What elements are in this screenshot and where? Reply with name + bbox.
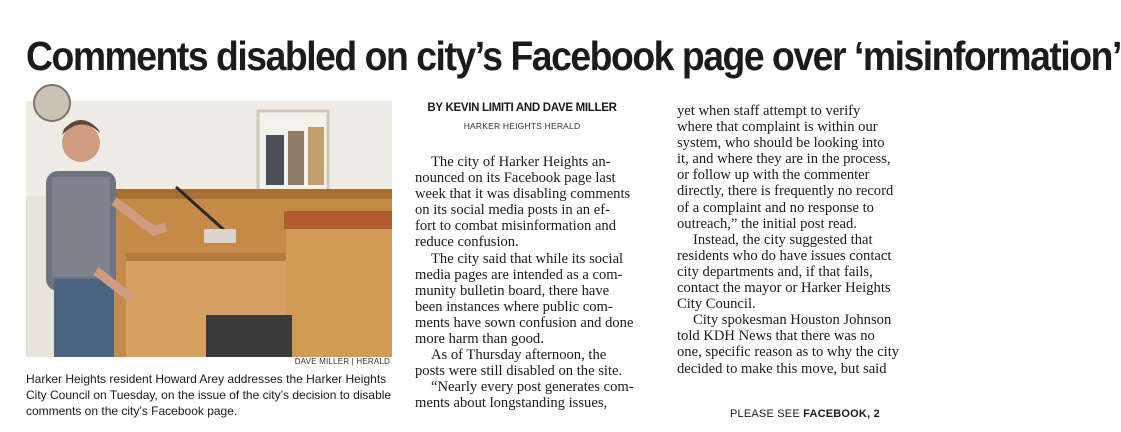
text-line: on its social media posts in an ef-	[415, 202, 610, 219]
text-line: one, specific reason as to why the city	[677, 344, 900, 361]
text-line: media pages are intended as a com-	[415, 266, 623, 283]
jump-prefix: PLEASE SEE	[730, 408, 804, 420]
jump-target: FACEBOOK, 2	[803, 408, 880, 420]
byline-affiliation: HARKER HEIGHTS HERALD	[463, 121, 581, 131]
text-line: ments about longstanding issues,	[415, 395, 608, 412]
text-line: “Nearly every post generates com-	[431, 379, 634, 396]
text-line: munity bulletin board, there have	[415, 282, 610, 299]
continued-on-link[interactable]	[730, 408, 880, 420]
text-line: fort to combat misinformation and	[415, 218, 617, 235]
text-line: or follow up with the commenter	[677, 167, 870, 184]
text-line: told KDH News that there was no	[677, 328, 875, 345]
text-line: As of Thursday afternoon, the	[431, 347, 607, 364]
byline: BY KEVIN LIMITI AND DAVE MILLER	[427, 102, 617, 114]
text-line: of a complaint and no response to	[677, 199, 874, 216]
text-line: week that it was disabling comments	[415, 186, 631, 203]
text-line: more harm than good.	[415, 331, 544, 348]
text-line: system, who should be looking into	[677, 135, 885, 152]
text-line: city departments and, if that fails,	[677, 263, 873, 280]
article-column-1	[415, 154, 645, 412]
text-line: contact the mayor or Harker Heights	[677, 280, 891, 297]
text-line: where that complaint is within our	[677, 119, 878, 136]
text-line: nounced on its Facebook page last	[415, 170, 616, 187]
text-line: directly, there is frequently no record	[677, 183, 894, 200]
photo-credit: DAVE MILLER | HERALD	[294, 357, 390, 366]
text-line: The city said that while its social	[431, 250, 624, 267]
text-line: decided to make this move, but said	[677, 360, 887, 377]
text-line: City spokesman Houston Johnson	[693, 312, 892, 329]
photo-caption: Harker Heights resident Howard Arey addresses the Harker Heights City Council on Tuesday, on the issue of the city’s decision to disable comments on the city’s Facebook page.	[26, 372, 392, 418]
article-photo	[26, 101, 392, 357]
text-line: it, and where they are in the process,	[677, 151, 891, 168]
text-line: posts were still disabled on the site.	[415, 363, 623, 380]
article-column-2	[677, 103, 927, 377]
text-line: outreach,” the initial post read.	[677, 215, 857, 232]
headline: Comments disabled on city’s Facebook page over ‘misinformation’	[26, 33, 1121, 79]
text-line: been instances where public com-	[415, 298, 613, 315]
text-line: yet when staff attempt to verify	[677, 103, 861, 119]
text-line: Instead, the city suggested that	[693, 231, 873, 248]
text-line: The city of Harker Heights an-	[431, 154, 611, 170]
text-line: ments have sown confusion and done	[415, 314, 634, 331]
text-line: residents who do have issues contact	[677, 247, 892, 264]
text-line: City Council.	[677, 296, 756, 313]
text-line: reduce confusion.	[415, 234, 519, 251]
